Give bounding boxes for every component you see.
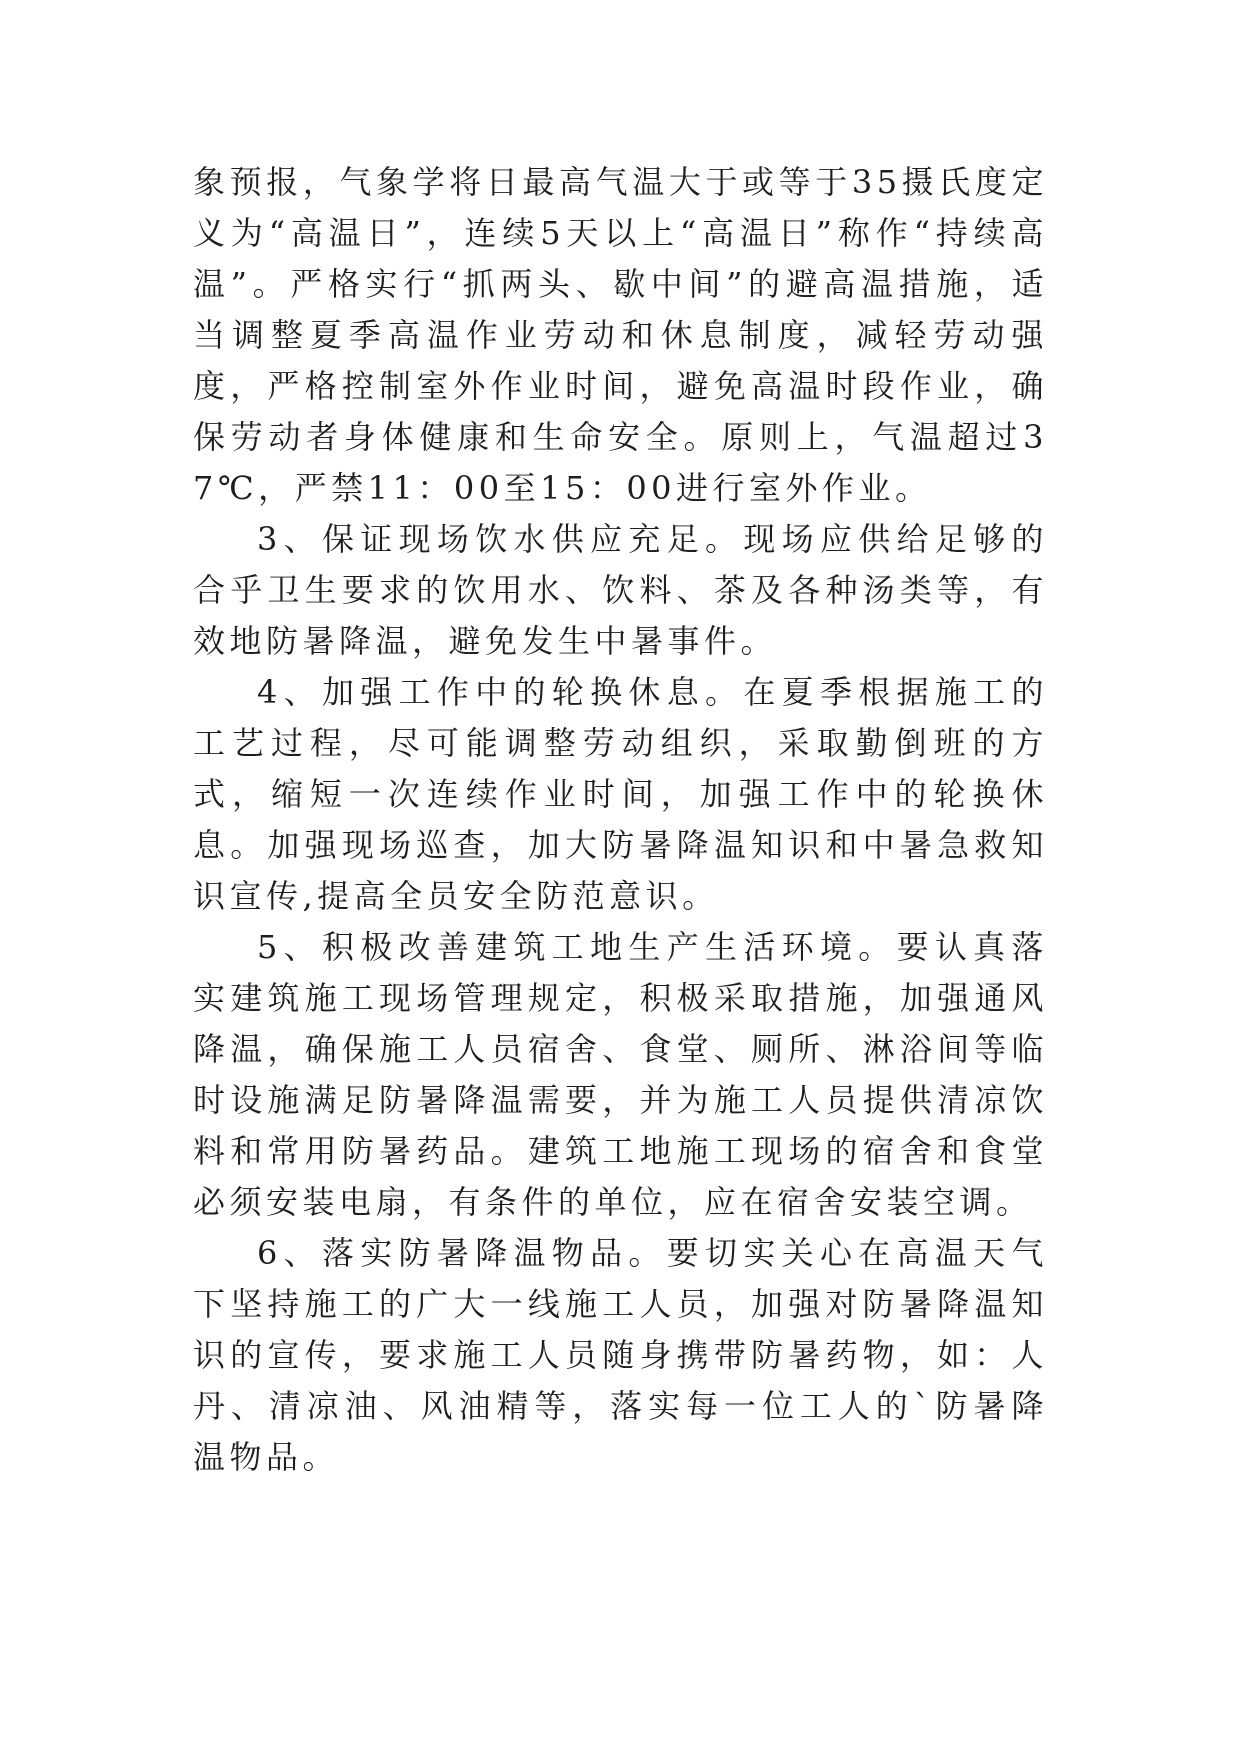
- paragraph-item-4: 4、加强工作中的轮换休息。在夏季根据施工的工艺过程，尽可能调整劳动组织，采取勤倒班的方式，缩短一次连续作业时间，加强工作中的轮换休息。加强现场巡查，加大防暑降温知识和中暑急救知识宣传,提高全员安全防范意识。: [193, 673, 1048, 915]
- paragraph-item-3: 3、保证现场饮水供应充足。现场应供给足够的合乎卫生要求的饮用水、饮料、茶及各种汤类等，有效地防暑降温，避免发生中暑事件。: [193, 520, 1048, 660]
- paragraph-item-6: 6、落实防暑降温物品。要切实关心在高温天气下坚持施工的广大一线施工人员，加强对防暑降温知识的宣传，要求施工人员随身携带防暑药物，如：人丹、清凉油、风油精等，落实每一位工人的`防暑降温物品。: [193, 1234, 1048, 1476]
- paragraph-continuation: 象预报，气象学将日最高气温大于或等于35摄氏度定义为“高温日”，连续5天以上“高温日”称作“持续高温”。严格实行“抓两头、歇中间”的避高温措施，适当调整夏季高温作业劳动和休息制度，减轻劳动强度，严格控制室外作业时间，避免高温时段作业，确保劳动者身体健康和生命安全。原则上，气温超过37℃，严禁11：00至15：00进行室外作业。: [193, 163, 1048, 507]
- document-body: [193, 157, 1048, 1483]
- paragraph-item-5: 5、积极改善建筑工地生产生活环境。要认真落实建筑施工现场管理规定，积极采取措施，加强通风降温，确保施工人员宿舍、食堂、厕所、淋浴间等临时设施满足防暑降温需要，并为施工人员提供清凉饮料和常用防暑药品。建筑工地施工现场的宿舍和食堂必须安装电扇，有条件的单位，应在宿舍安装空调。: [193, 928, 1048, 1221]
